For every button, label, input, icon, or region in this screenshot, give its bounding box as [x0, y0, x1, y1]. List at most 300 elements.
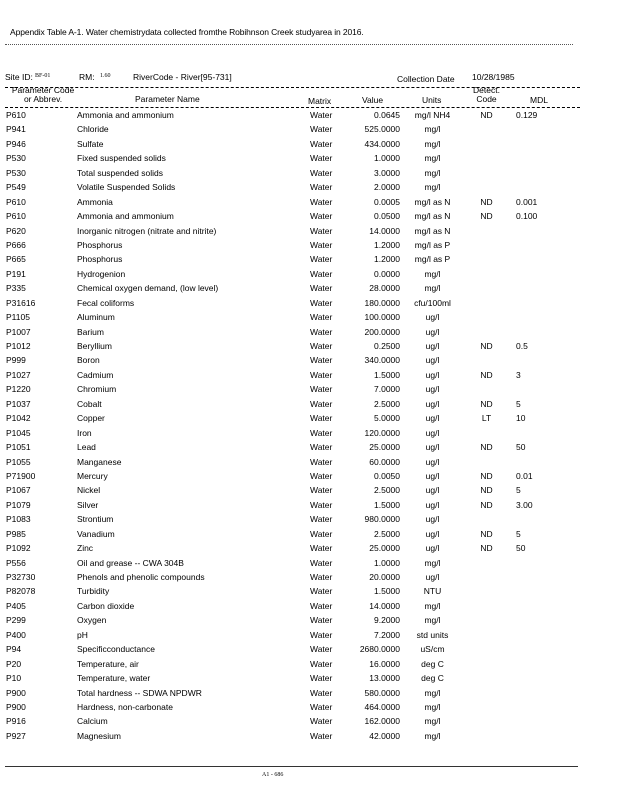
cell-value: 1.2000	[374, 239, 400, 250]
table-row	[0, 644, 618, 658]
table-row	[0, 327, 618, 341]
cell-value: 28.0000	[369, 283, 400, 294]
cell-matrix: Water	[310, 283, 333, 294]
cell-parameter-name: Ammonia	[77, 196, 113, 207]
cell-mdl: 5	[516, 485, 521, 496]
cell-matrix: Water	[310, 615, 333, 626]
table-row	[0, 471, 618, 485]
page-number: A1 - 686	[262, 772, 284, 778]
cell-parameter-name: Phosphorus	[77, 254, 123, 265]
cell-matrix: Water	[310, 572, 333, 582]
cell-parameter-code: P1012	[6, 341, 31, 351]
cell-parameter-code: P900	[6, 701, 26, 712]
title-divider	[5, 44, 573, 45]
cell-parameter-name: Strontium	[77, 514, 114, 525]
table-row	[0, 240, 618, 254]
cell-mdl: 5	[516, 528, 521, 539]
cell-value: 464.0000	[364, 701, 400, 712]
cell-value: 0.0645	[374, 110, 400, 120]
cell-parameter-name: Carbon dioxide	[77, 600, 135, 611]
cell-parameter-name: Volatile Suspended Solids	[77, 182, 176, 193]
table-row	[0, 688, 618, 702]
cell-parameter-code: P1055	[6, 456, 31, 467]
cell-units: ug/l	[425, 341, 440, 351]
cell-parameter-name: pH	[77, 629, 88, 640]
cell-units: deg C	[421, 658, 444, 669]
cell-detect-code: LT	[481, 413, 492, 424]
header-detect-line1: Detect.	[473, 85, 500, 95]
cell-parameter-code: P191	[6, 268, 26, 279]
cell-parameter-name: Oil and grease -- CWA 304B	[77, 557, 184, 568]
cell-parameter-code: P405	[6, 600, 26, 611]
table-row	[0, 110, 618, 124]
table-row	[0, 731, 618, 745]
cell-parameter-name: Fecal coliforms	[77, 297, 135, 308]
cell-matrix: Water	[310, 225, 333, 236]
cell-parameter-name: Mercury	[77, 470, 108, 481]
cell-parameter-code: P335	[6, 283, 26, 294]
cell-units: ug/l	[425, 470, 440, 481]
cell-units: mg/l	[424, 600, 441, 611]
cell-value: 7.0000	[374, 384, 400, 395]
cell-matrix: Water	[310, 384, 333, 395]
cell-value: 200.0000	[364, 326, 400, 337]
cell-units: mg/l	[424, 716, 441, 727]
cell-parameter-name: Chloride	[77, 124, 109, 135]
cell-parameter-code: P1045	[6, 427, 31, 438]
cell-mdl: 3.00	[516, 499, 533, 510]
cell-matrix: Water	[310, 297, 333, 308]
cell-value: 525.0000	[364, 124, 400, 135]
cell-matrix: Water	[310, 730, 333, 741]
cell-matrix: Water	[310, 312, 333, 323]
cell-mdl: 0.129	[516, 110, 538, 120]
table-row	[0, 543, 618, 557]
cell-units: mg/l	[424, 701, 441, 712]
cell-parameter-name: Ammonia and ammonium	[77, 211, 174, 222]
cell-value: 2.5000	[374, 485, 400, 496]
table-row	[0, 428, 618, 442]
cell-detect-code: ND	[480, 196, 493, 207]
cell-parameter-name: Calcium	[77, 716, 108, 727]
footer-rule	[5, 766, 578, 767]
cell-parameter-name: Temperature, water	[77, 673, 151, 684]
table-row	[0, 211, 618, 225]
cell-value: 25.0000	[369, 442, 400, 453]
cell-value: 162.0000	[364, 716, 400, 727]
cell-mdl: 0.100	[516, 211, 538, 222]
cell-value: 2680.0000	[359, 644, 400, 655]
cell-units: mg/l	[424, 283, 441, 294]
cell-matrix: Water	[310, 196, 333, 207]
cell-matrix: Water	[310, 658, 333, 669]
cell-parameter-code: P610	[6, 110, 26, 120]
cell-units: cfu/100ml	[414, 297, 451, 308]
cell-value: 5.0000	[374, 413, 400, 424]
cell-detect-code: ND	[480, 369, 493, 380]
cell-parameter-code: P94	[6, 644, 22, 655]
cell-value: 340.0000	[364, 355, 400, 366]
cell-parameter-code: P941	[6, 124, 26, 135]
table-row	[0, 355, 618, 369]
cell-matrix: Water	[310, 182, 333, 193]
collection-date-value: 10/28/1985	[472, 72, 515, 82]
cell-units: mg/l as P	[414, 239, 451, 250]
cell-matrix: Water	[310, 716, 333, 727]
cell-value: 60.0000	[369, 456, 400, 467]
cell-parameter-code: P985	[6, 528, 26, 539]
cell-detect-code: ND	[480, 341, 493, 351]
table-row	[0, 500, 618, 514]
collection-date-label: Collection Date	[397, 74, 455, 84]
table-row	[0, 197, 618, 211]
cell-units: NTU	[423, 586, 442, 597]
cell-value: 100.0000	[364, 312, 400, 323]
cell-parameter-code: P32730	[6, 572, 36, 582]
cell-parameter-code: P610	[6, 211, 26, 222]
river-code: RiverCode - River[95-731]	[133, 72, 232, 82]
cell-units: ug/l	[425, 528, 440, 539]
cell-units: ug/l	[425, 413, 440, 424]
header-detect-line2: Code	[476, 94, 497, 104]
cell-value: 42.0000	[369, 730, 400, 741]
table-row	[0, 399, 618, 413]
cell-mdl: 0.5	[516, 341, 528, 351]
cell-matrix: Water	[310, 586, 333, 597]
table-row	[0, 283, 618, 297]
cell-parameter-code: P666	[6, 239, 26, 250]
table-row	[0, 168, 618, 182]
cell-value: 16.0000	[369, 658, 400, 669]
cell-matrix: Water	[310, 499, 333, 510]
cell-parameter-code: P916	[6, 716, 26, 727]
cell-units: mg/l	[424, 153, 441, 164]
table-row	[0, 529, 618, 543]
table-row	[0, 716, 618, 730]
table-row	[0, 558, 618, 572]
cell-value: 1.0000	[374, 557, 400, 568]
cell-value: 1.5000	[374, 586, 400, 597]
cell-value: 2.5000	[374, 528, 400, 539]
cell-detect-code: ND	[480, 470, 493, 481]
cell-parameter-code: P946	[6, 138, 26, 149]
cell-detect-code: ND	[480, 499, 493, 510]
cell-units: ug/l	[425, 485, 440, 496]
cell-parameter-code: P556	[6, 557, 26, 568]
cell-parameter-code: P1079	[6, 499, 31, 510]
cell-value: 1.0000	[374, 153, 400, 164]
cell-matrix: Water	[310, 600, 333, 611]
cell-matrix: Water	[310, 268, 333, 279]
cell-parameter-name: Ammonia and ammonium	[77, 110, 174, 120]
cell-parameter-code: P900	[6, 687, 26, 698]
cell-value: 2.0000	[374, 182, 400, 193]
cell-parameter-code: P1105	[6, 312, 30, 323]
cell-parameter-code: P665	[6, 254, 26, 265]
header-bottom-rule	[5, 107, 580, 108]
cell-units: ug/l	[425, 499, 440, 510]
cell-parameter-name: Temperature, air	[77, 658, 139, 669]
cell-matrix: Water	[310, 124, 333, 135]
table-row	[0, 269, 618, 283]
cell-units: ug/l	[425, 456, 440, 467]
cell-parameter-name: Chemical oxygen demand, (low level)	[77, 283, 219, 294]
cell-value: 580.0000	[364, 687, 400, 698]
cell-matrix: Water	[310, 239, 333, 250]
cell-value: 25.0000	[369, 543, 400, 554]
cell-matrix: Water	[310, 211, 333, 222]
cell-parameter-code: P400	[6, 629, 26, 640]
cell-matrix: Water	[310, 701, 333, 712]
cell-units: mg/l	[424, 730, 441, 741]
cell-matrix: Water	[310, 543, 333, 554]
cell-units: ug/l	[425, 355, 440, 366]
cell-parameter-name: Hardness, non-carbonate	[77, 701, 173, 712]
cell-matrix: Water	[310, 355, 333, 366]
table-row	[0, 254, 618, 268]
cell-matrix: Water	[310, 413, 333, 424]
site-id-value: BF-01	[35, 73, 51, 79]
cell-parameter-name: Total suspended solids	[77, 167, 164, 178]
table-row	[0, 298, 618, 312]
site-id-label: Site ID:	[5, 72, 33, 82]
cell-parameter-name: Cobalt	[77, 398, 102, 409]
cell-parameter-code: P530	[6, 153, 26, 164]
cell-parameter-code: P549	[6, 182, 26, 193]
table-row	[0, 226, 618, 240]
cell-value: 20.0000	[369, 572, 400, 582]
header-parameter-code	[8, 86, 78, 104]
cell-parameter-code: P530	[6, 167, 26, 178]
cell-parameter-code: P620	[6, 225, 26, 236]
header-matrix: Matrix	[308, 96, 332, 106]
cell-units: mg/l as P	[414, 254, 451, 265]
cell-parameter-name: Nickel	[77, 485, 101, 496]
cell-units: mg/l	[424, 268, 441, 279]
cell-units: ug/l	[425, 312, 440, 323]
cell-parameter-code: P610	[6, 196, 26, 207]
cell-value: 0.0500	[374, 211, 400, 222]
cell-value: 14.0000	[369, 600, 400, 611]
header-units: Units	[422, 95, 442, 105]
cell-units: mg/l	[424, 138, 441, 149]
cell-matrix: Water	[310, 673, 333, 684]
cell-detect-code: ND	[480, 110, 493, 120]
cell-parameter-name: Cadmium	[77, 369, 114, 380]
cell-units: ug/l	[425, 514, 440, 525]
cell-parameter-code: P1220	[6, 384, 31, 395]
cell-units: std units	[416, 629, 449, 640]
cell-units: mg/l	[424, 687, 441, 698]
cell-matrix: Water	[310, 369, 333, 380]
site-info-row	[0, 72, 618, 84]
cell-units: ug/l	[425, 384, 440, 395]
cell-parameter-name: Oxygen	[77, 615, 107, 626]
header-code-line1: Parameter Code	[11, 85, 75, 95]
cell-matrix: Water	[310, 514, 333, 525]
cell-value: 0.0005	[374, 196, 400, 207]
cell-parameter-name: Phenols and phenolic compounds	[77, 572, 205, 582]
cell-value: 120.0000	[364, 427, 400, 438]
cell-matrix: Water	[310, 138, 333, 149]
cell-value: 9.2000	[374, 615, 400, 626]
cell-parameter-code: P299	[6, 615, 26, 626]
cell-parameter-name: Vanadium	[77, 528, 115, 539]
cell-detect-code: ND	[480, 528, 493, 539]
cell-parameter-code: P1067	[6, 485, 31, 496]
header-mdl: MDL	[530, 95, 548, 105]
table-row	[0, 124, 618, 138]
cell-matrix: Water	[310, 528, 333, 539]
cell-value: 0.0000	[374, 268, 400, 279]
table-row	[0, 139, 618, 153]
table-row	[0, 601, 618, 615]
cell-matrix: Water	[310, 644, 333, 655]
table-row	[0, 413, 618, 427]
cell-parameter-code: P1027	[6, 369, 31, 380]
cell-value: 2.5000	[374, 398, 400, 409]
cell-parameter-code: P1083	[6, 514, 31, 525]
cell-units: ug/l	[425, 442, 440, 453]
header-code-line2: or Abbrev.	[23, 94, 63, 104]
cell-matrix: Water	[310, 427, 333, 438]
cell-detect-code: ND	[480, 442, 493, 453]
cell-parameter-code: P71900	[6, 470, 36, 481]
table-row	[0, 370, 618, 384]
cell-parameter-name: Aluminum	[77, 312, 115, 323]
cell-value: 13.0000	[369, 673, 400, 684]
cell-mdl: 10	[516, 413, 526, 424]
cell-matrix: Water	[310, 456, 333, 467]
cell-units: ug/l	[425, 572, 440, 582]
cell-parameter-name: Phosphorus	[77, 239, 123, 250]
table-row	[0, 442, 618, 456]
cell-units: mg/l as N	[414, 196, 451, 207]
cell-matrix: Water	[310, 557, 333, 568]
cell-parameter-name: Specificconductance	[77, 644, 155, 655]
table-row	[0, 514, 618, 528]
cell-parameter-code: P10	[6, 673, 22, 684]
table-row	[0, 586, 618, 600]
cell-parameter-name: Sulfate	[77, 138, 104, 149]
data-table-body	[0, 110, 618, 745]
cell-parameter-name: Beryllium	[77, 341, 112, 351]
table-row	[0, 153, 618, 167]
table-row	[0, 702, 618, 716]
cell-matrix: Water	[310, 442, 333, 453]
cell-units: mg/l NH4	[414, 110, 451, 120]
cell-mdl: 3	[516, 369, 521, 380]
cell-parameter-name: Chromium	[77, 384, 117, 395]
cell-parameter-code: P1007	[6, 326, 31, 337]
cell-units: mg/l	[424, 557, 441, 568]
cell-parameter-name: Iron	[77, 427, 92, 438]
cell-units: mg/l as N	[414, 211, 451, 222]
cell-parameter-name: Boron	[77, 355, 100, 366]
cell-parameter-name: Inorganic nitrogen (nitrate and nitrite)	[77, 225, 217, 236]
cell-mdl: 5	[516, 398, 521, 409]
cell-detect-code: ND	[480, 211, 493, 222]
cell-matrix: Water	[310, 110, 333, 120]
cell-value: 7.2000	[374, 629, 400, 640]
cell-value: 434.0000	[364, 138, 400, 149]
cell-matrix: Water	[310, 470, 333, 481]
table-row	[0, 182, 618, 196]
cell-mdl: 0.01	[516, 470, 533, 481]
cell-matrix: Water	[310, 398, 333, 409]
cell-units: deg C	[421, 673, 444, 684]
cell-parameter-name: Fixed suspended solids	[77, 153, 166, 164]
cell-parameter-name: Magnesium	[77, 730, 121, 741]
header-value: Value	[362, 95, 384, 105]
cell-parameter-name: Manganese	[77, 456, 122, 467]
cell-units: mg/l	[424, 182, 441, 193]
cell-value: 1.5000	[374, 369, 400, 380]
cell-parameter-code: P999	[6, 355, 26, 366]
page-title: Appendix Table A-1. Water chemistrydata collected fromthe Robihnson Creek studyarea in 2016.	[10, 27, 364, 37]
table-row	[0, 673, 618, 687]
cell-units: mg/l	[424, 167, 441, 178]
cell-matrix: Water	[310, 485, 333, 496]
header-detect-code	[470, 86, 503, 104]
cell-parameter-name: Copper	[77, 413, 105, 424]
cell-parameter-code: P927	[6, 730, 26, 741]
cell-units: mg/l	[424, 615, 441, 626]
cell-matrix: Water	[310, 629, 333, 640]
table-row	[0, 572, 618, 586]
cell-mdl: 50	[516, 543, 526, 554]
cell-parameter-name: Total hardness -- SDWA NPDWR	[77, 687, 202, 698]
cell-parameter-name: Lead	[77, 442, 96, 453]
cell-value: 180.0000	[364, 297, 400, 308]
cell-parameter-code: P1042	[6, 413, 31, 424]
cell-value: 3.0000	[374, 167, 400, 178]
table-row	[0, 384, 618, 398]
header-parameter-name: Parameter Name	[135, 94, 200, 104]
table-row	[0, 341, 618, 355]
cell-parameter-code: P31616	[6, 297, 36, 308]
cell-parameter-name: Zinc	[77, 543, 94, 554]
cell-matrix: Water	[310, 167, 333, 178]
cell-value: 1.2000	[374, 254, 400, 265]
table-row	[0, 615, 618, 629]
cell-value: 980.0000	[364, 514, 400, 525]
cell-matrix: Water	[310, 153, 333, 164]
table-row	[0, 630, 618, 644]
cell-parameter-code: P1051	[6, 442, 31, 453]
cell-parameter-code: P20	[6, 658, 22, 669]
cell-mdl: 0.001	[516, 196, 538, 207]
table-row	[0, 485, 618, 499]
cell-units: ug/l	[425, 543, 440, 554]
cell-detect-code: ND	[480, 485, 493, 496]
cell-parameter-code: P82078	[6, 586, 36, 597]
cell-parameter-name: Silver	[77, 499, 99, 510]
cell-matrix: Water	[310, 326, 333, 337]
cell-matrix: Water	[310, 254, 333, 265]
cell-parameter-name: Hydrogenion	[77, 268, 126, 279]
rm-label: RM:	[79, 72, 95, 82]
table-row	[0, 659, 618, 673]
table-row	[0, 312, 618, 326]
cell-detect-code: ND	[480, 543, 493, 554]
cell-units: uS/cm	[420, 644, 445, 655]
cell-matrix: Water	[310, 341, 333, 351]
cell-matrix: Water	[310, 687, 333, 698]
cell-parameter-name: Barium	[77, 326, 104, 337]
cell-units: mg/l as N	[414, 225, 451, 236]
rm-value: 1.60	[100, 73, 111, 79]
